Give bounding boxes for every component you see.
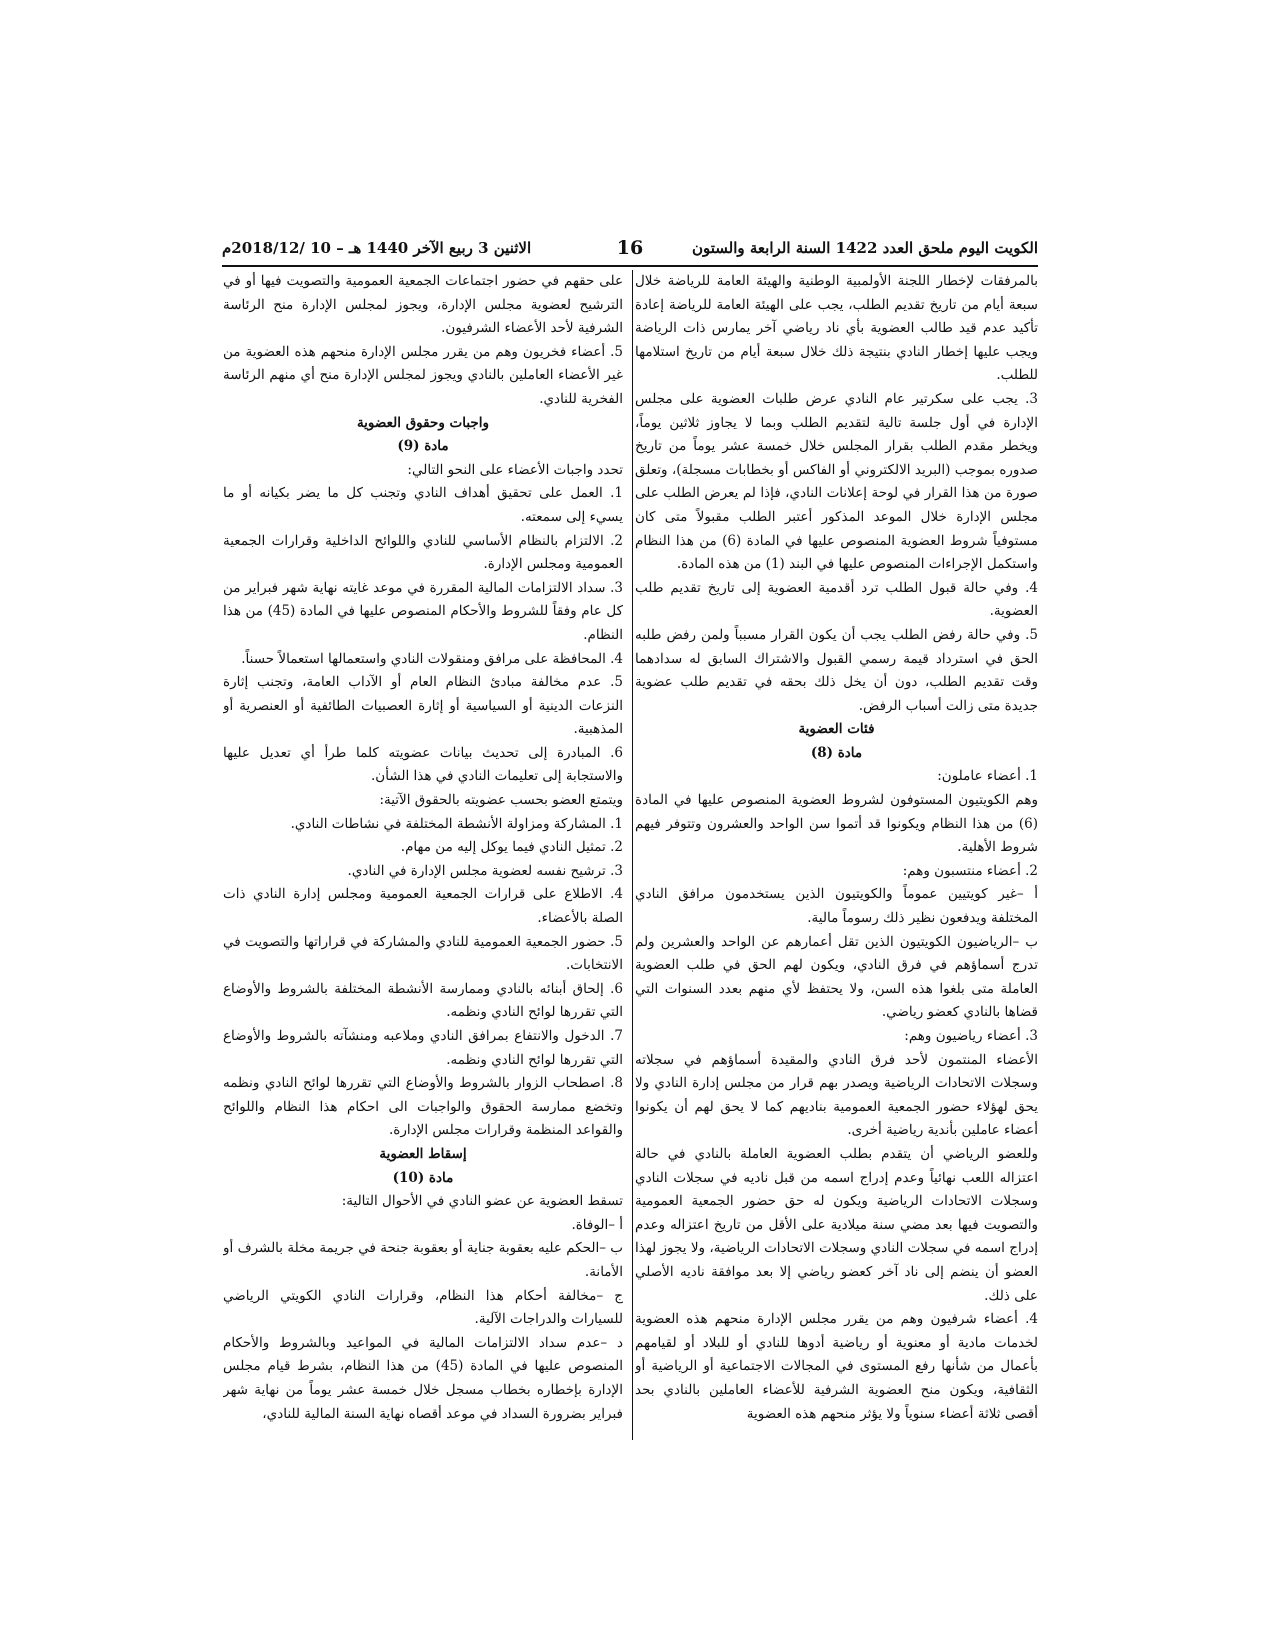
paragraph: 2. تمثيل النادي فيما يوكل إليه من مهام. [400, 839, 623, 856]
section-heading: إسقاط العضوية [379, 1145, 467, 1162]
paragraph: 4. وفي حالة قبول الطلب ترد أقدمية العضوية إلى تاريخ تقديم طلب العضوية. [635, 579, 1038, 620]
paragraph: أ –الوفاة. [571, 1216, 623, 1233]
paragraph: 1. المشاركة ومزاولة الأنشطة المختلفة في نشاطات النادي. [290, 815, 623, 832]
paragraph: 5. وفي حالة رفض الطلب يجب أن يكون القرار مسبباً ولمن رفض طلبه الحق في استرداد قيمة رسمي القبول والاشتراك السابق له سدادهما وقت تقديم الطلب، دون أن يخل ذلك بحقه في تقديم طلب عضوية جديدة متى زالت أسباب الرفض. [635, 626, 1038, 714]
paragraph: 6. إلحاق أبنائه بالنادي وممارسة الأنشطة المختلفة بالشروط والأوضاع التي تقررها لوائح النادي ونظمه. [223, 980, 623, 1021]
paragraph: 5. حضور الجمعية العمومية للنادي والمشاركة في قراراتها والتصويت في الانتخابات. [223, 933, 623, 974]
paragraph: وللعضو الرياضي أن يتقدم بطلب العضوية العاملة بالنادي في حالة اعتزاله اللعب نهائياً وعدم إدراج اسمه من قبل ناديه في سجلات النادي وسجلات الاتحادات الرياضية ويكون له حق حضور الجمعية العمومية والتصويت فيها بعد مضي سنة ميلادية على الأقل من تاريخ اعتزاله وعدم إدراج اسمه في سجلات النادي وسجلات الاتحادات الرياضية، ولا يجوز لهذا العضو أن ينضم إلى ناد آخر كعضو رياضي إلا بعد موافقة ناديه الأصلي على ذلك. [635, 1145, 1038, 1304]
paragraph: تسقط العضوية عن عضو النادي في الأحوال التالية: [341, 1193, 623, 1210]
left-column [223, 270, 623, 1450]
section-heading: مادة (10) [392, 1169, 454, 1186]
right-column [635, 270, 1038, 1450]
paragraph: ب –الحكم عليه بعقوبة جناية أو بعقوبة جنحة في جريمة مخلة بالشرف أو الأمانة. [223, 1240, 623, 1280]
paragraph: 4. الاطلاع على قرارات الجمعية العمومية ومجلس إدارة النادي ذات الصلة بالأعضاء. [223, 886, 623, 927]
page-number: 16 [616, 237, 644, 259]
section-heading: فئات العضوية [798, 721, 875, 738]
paragraph: د –عدم سداد الالتزامات المالية في المواعيد وبالشروط والأحكام المنصوص عليها في المادة (45) من هذا النظام، بشرط قيام مجلس الإدارة بإخطاره بخطاب مسجل خلال خمسة عشر يوماً من نهاية شهر فبراير بضرورة السداد في موعد أقصاه نهاية السنة المالية للنادي، [223, 1334, 623, 1422]
paragraph: 5. عدم مخالفة مبادئ النظام العام أو الآداب العامة، وتجنب إثارة النزعات الدينية أو السياسية أو إثارة العصبيات الطائفية أو العنصرية أو المذهبية. [223, 674, 623, 738]
paragraph: 4. أعضاء شرفيون وهم من يقرر مجلس الإدارة منحهم هذه العضوية لخدمات مادية أو معنوية أو رياضية أدوها للنادي أو للبلاد أو لقيامهم بأعمال من شأنها رفع المستوى في المجالات الاجتماعية أو الرياضية أو الثقافية، ويكون منح العضوية الشرفية للأعضاء العاملين بالنادي بحد أقصى ثلاثة أعضاء سنوياً ولا يؤثر منحهم هذه العضوية [635, 1311, 1038, 1422]
paragraph: وهم الكويتيون المستوفون لشروط العضوية المنصوص عليها في المادة (6) من هذا النظام ويكونوا قد أتموا سن الواحد والعشرون وتتوفر فيهم شروط الأهلية. [635, 792, 1038, 856]
paragraph: بالمرفقات لإخطار اللجنة الأولمبية الوطنية والهيئة العامة للرياضة خلال سبعة أيام من تاريخ تقديم الطلب، يجب على الهيئة العامة للرياضة إعادة تأكيد عدم قيد طالب العضوية بأي ناد رياضي آخر يمارس ذات الرياضة ويجب عليها إخطار النادي بنتيجة ذلك خلال سبعة أيام من تاريخ استلامها للطلب. [635, 273, 1038, 384]
paragraph: على حقهم في حضور اجتماعات الجمعية العمومية والتصويت فيها أو في الترشيح لعضوية مجلس الإدارة، ويجوز لمجلس الإدارة منح الرئاسة الشرفية لأحد الأعضاء الشرفيون. [223, 273, 623, 337]
section-heading: مادة (9) [397, 438, 449, 455]
paragraph: 1. أعضاء عاملون: [937, 768, 1038, 785]
paragraph: أ –غير كويتيين عموماً والكويتيون الذين يستخدمون مرافق النادي المختلفة ويدفعون نظير ذلك رسوماً مالية. [635, 886, 1038, 927]
paragraph: 6. المبادرة إلى تحديث بيانات عضويته كلما طرأ أي تعديل عليها والاستجابة إلى تعليمات النادي في هذا الشأن. [223, 744, 623, 785]
paragraph: الأعضاء المنتمون لأحد فرق النادي والمقيدة أسماؤهم في سجلاته وسجلات الاتحادات الرياضية ويصدر بهم قرار من مجلس إدارة النادي ولا يحق لهؤلاء حضور الجمعية العمومية بناديهم كما لا يحق لهم أن يكونوا أعضاء عاملين بأندية رياضية أخرى. [635, 1051, 1038, 1139]
paragraph: 1. العمل على تحقيق أهداف النادي وتجنب كل ما يضر بكيانه أو ما يسيء إلى سمعته. [223, 485, 623, 525]
paragraph: ويتمتع العضو بحسب عضويته بالحقوق الآتية: [379, 792, 623, 809]
paragraph: 8. اصطحاب الزوار بالشروط والأوضاع التي تقررها لوائح النادي ونظمه وتخضع ممارسة الحقوق والواجبات الى احكام هذا النظام واللوائح والقواعد المنظمة وقرارات مجلس الإدارة. [223, 1075, 623, 1139]
paragraph: ج –مخالفة أحكام هذا النظام، وقرارات النادي الكويتي الرياضي للسيارات والدراجات الآلية. [223, 1287, 623, 1328]
section-heading: واجبات وحقوق العضوية [356, 414, 490, 431]
header-publication: الكويت اليوم ملحق العدد 1422 السنة الرابعة والستون [692, 239, 1038, 257]
page-header [222, 237, 1038, 267]
paragraph: 3. ترشيح نفسه لعضوية مجلس الإدارة في النادي. [347, 862, 623, 879]
paragraph: 3. سداد الالتزامات المالية المقررة في موعد غايته نهاية شهر فبراير من كل عام وفقاً للشروط والأحكام المنصوص عليها في المادة (45) من هذا النظام. [223, 579, 623, 643]
paragraph: 3. أعضاء رياضيون وهم: [904, 1028, 1038, 1044]
paragraph: 2. الالتزام بالنظام الأساسي للنادي واللوائح الداخلية وقرارات الجمعية العمومية ومجلس الإدارة. [223, 532, 623, 573]
paragraph: 2. أعضاء منتسبون وهم: [902, 862, 1038, 879]
paragraph: 5. أعضاء فخريون وهم من يقرر مجلس الإدارة منحهم هذه العضوية من غير الأعضاء العاملين بالنادي ويجوز لمجلس الإدارة منح أي منهم الرئاسة الفخرية للنادي. [223, 343, 623, 407]
paragraph: 7. الدخول والانتفاع بمرافق النادي وملاعبه ومنشآته بالشروط والأوضاع التي تقررها لوائح النادي ونظمه. [223, 1028, 623, 1068]
column-divider [632, 270, 633, 1440]
paragraph: ب –الرياضيون الكويتيون الذين تقل أعمارهم عن الواحد والعشرين ولم تدرج أسماؤهم في فرق النادي، ويكون لهم الحق في طلب العضوية العاملة متى بلغوا هذه السن، ولا يحتفظ لأي منهم بعدد السنوات التي قضاها بالنادي كعضو رياضي. [635, 933, 1038, 1021]
paragraph: تحدد واجبات الأعضاء على النحو التالي: [407, 461, 623, 478]
paragraph: 3. يجب على سكرتير عام النادي عرض طلبات العضوية على مجلس الإدارة في أول جلسة تالية لتقديم الطلب وبما لا يجاوز ثلاثين يوماً، ويخطر مقدم الطلب بقرار المجلس خلال خمسة عشر يوماً من تاريخ صدوره بموجب (البريد الالكتروني أو الفاكس أو بخطابات مسجلة)، وتعلق صورة من هذا القرار في لوحة إعلانات النادي، فإذا لم يعرض الطلب على مجلس الإدارة خلال الموعد المذكور أعتبر الطلب مقبولاً متى كان مستوفياً شروط العضوية المنصوص عليها في المادة (6) من هذا النظام واستكمل الإجراءات المنصوص عليها في البند (1) من هذه المادة. [635, 390, 1038, 573]
header-date: الاثنين 3 ربيع الآخر 1440 هـ – 10 /2018/12م [222, 239, 532, 257]
paragraph: 4. المحافظة على مرافق ومنقولات النادي واستعمالها استعمالاً حسناً. [241, 650, 623, 667]
section-heading: مادة (8) [810, 744, 863, 761]
